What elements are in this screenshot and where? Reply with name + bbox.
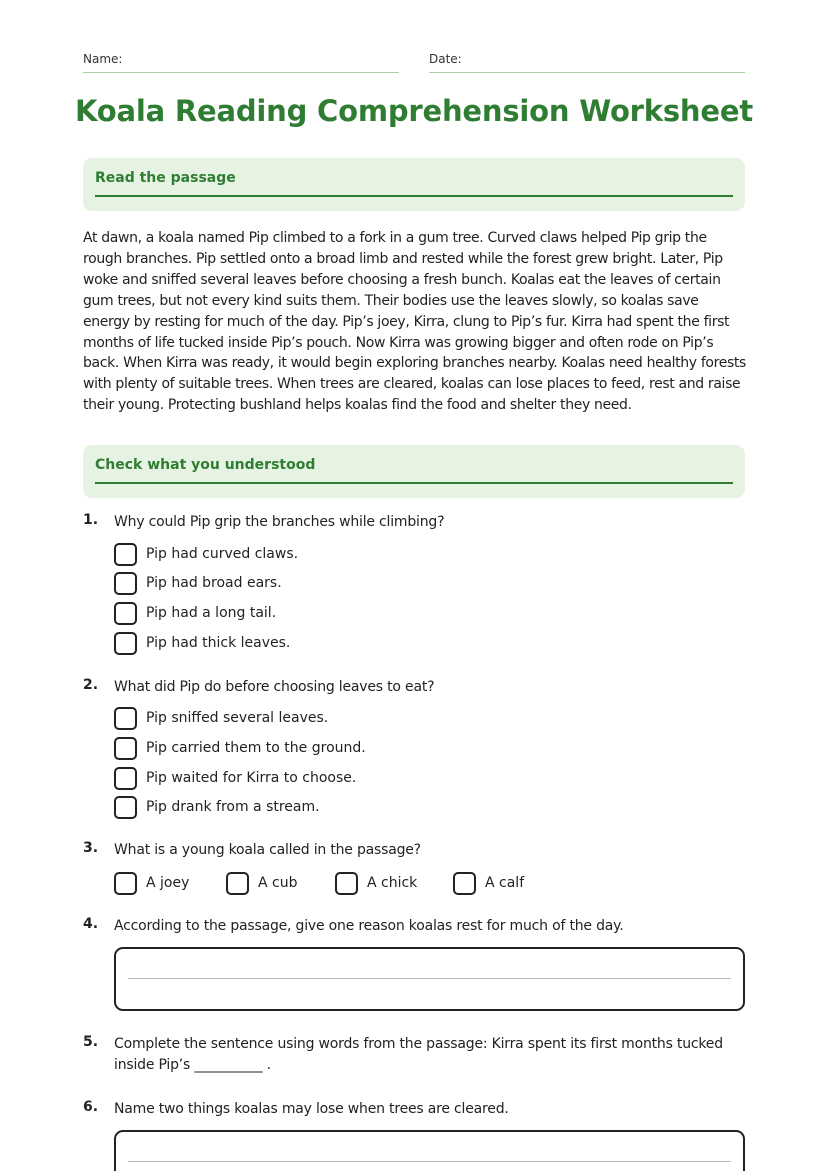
reading-passage: At dawn, a koala named Pip climbed to a fork in a gum tree. Curved claws helped Pip grip the rough branches. Pip settled onto a broad limb and rested while the forest grew bright. Later, Pip woke and sniffed several leaves before choosing a fresh bunch. Koalas eat the leaves of certain gum trees, but not every kind suits them. Their bodies use the leaves slowly, so koalas save energy by resting for much of the day. Pip’s joey, Kirra, clung to Pip’s fur. Kirra had spent the first months of life tucked inside Pip’s pouch. Now Kirra was growing bigger and often rode on Pip’s back. When Kirra was ready, it would begin exploring branches nearby. Koalas need healthy forests with plenty of suitable trees. When trees are cleared, koalas can lose places to feed, rest and raise their young. Protecting bushland helps koalas find the food and shelter they need.: [83, 230, 747, 414]
option-label: Pip had broad ears.: [146, 575, 282, 591]
section-read-label: Read the passage: [95, 170, 236, 186]
section-divider: [95, 482, 733, 484]
section-check-understanding: [83, 445, 745, 498]
checkbox[interactable]: [453, 872, 476, 895]
date-field[interactable]: [429, 52, 745, 73]
question-text: Why could Pip grip the branches while climbing?: [114, 514, 445, 530]
question-text: What is a young koala called in the passage?: [114, 842, 421, 858]
option-label: Pip sniffed several leaves.: [146, 710, 329, 726]
checkbox[interactable]: [114, 796, 137, 819]
name-field[interactable]: [83, 52, 399, 73]
checkbox[interactable]: [226, 872, 249, 895]
section-read-passage: [83, 158, 745, 211]
question-text: What did Pip do before choosing leaves to eat?: [114, 679, 435, 695]
checkbox[interactable]: [114, 602, 137, 625]
option-label: Pip had curved claws.: [146, 546, 299, 562]
checkbox[interactable]: [335, 872, 358, 895]
section-check-label: Check what you understood: [95, 457, 316, 473]
question-text: Name two things koalas may lose when trees are cleared.: [114, 1101, 509, 1117]
option-label: A calf: [485, 875, 525, 891]
option-label: A cub: [258, 875, 298, 891]
question-number: 6.: [83, 1099, 99, 1115]
question-text: Complete the sentence using words from the passage: Kirra spent its first months tucked inside Pip’s __________ .: [114, 1036, 723, 1073]
option-label: A chick: [367, 875, 418, 891]
question-number: 5.: [83, 1034, 99, 1050]
question-number: 3.: [83, 840, 99, 856]
writing-line: [128, 1161, 731, 1162]
checkbox[interactable]: [114, 767, 137, 790]
checkbox[interactable]: [114, 707, 137, 730]
writing-line: [128, 978, 731, 979]
checkbox[interactable]: [114, 543, 137, 566]
name-label: Name:: [83, 52, 123, 66]
option-label: Pip drank from a stream.: [146, 799, 320, 815]
q4-answer-box[interactable]: [114, 947, 745, 1011]
checkbox[interactable]: [114, 737, 137, 760]
option-label: Pip had a long tail.: [146, 605, 277, 621]
checkbox[interactable]: [114, 872, 137, 895]
date-label: Date:: [429, 52, 462, 66]
option-label: Pip carried them to the ground.: [146, 740, 366, 756]
worksheet-title: Koala Reading Comprehension Worksheet: [75, 94, 753, 128]
question-number: 1.: [83, 512, 99, 528]
option-label: A joey: [146, 875, 190, 891]
checkbox[interactable]: [114, 572, 137, 595]
header-fields: [83, 52, 745, 74]
section-divider: [95, 195, 733, 197]
option-label: Pip waited for Kirra to choose.: [146, 770, 357, 786]
question-number: 4.: [83, 916, 99, 932]
checkbox[interactable]: [114, 632, 137, 655]
question-number: 2.: [83, 677, 99, 693]
option-label: Pip had thick leaves.: [146, 635, 291, 651]
question-text: According to the passage, give one reason koalas rest for much of the day.: [114, 918, 624, 934]
q6-answer-box[interactable]: [114, 1130, 745, 1171]
